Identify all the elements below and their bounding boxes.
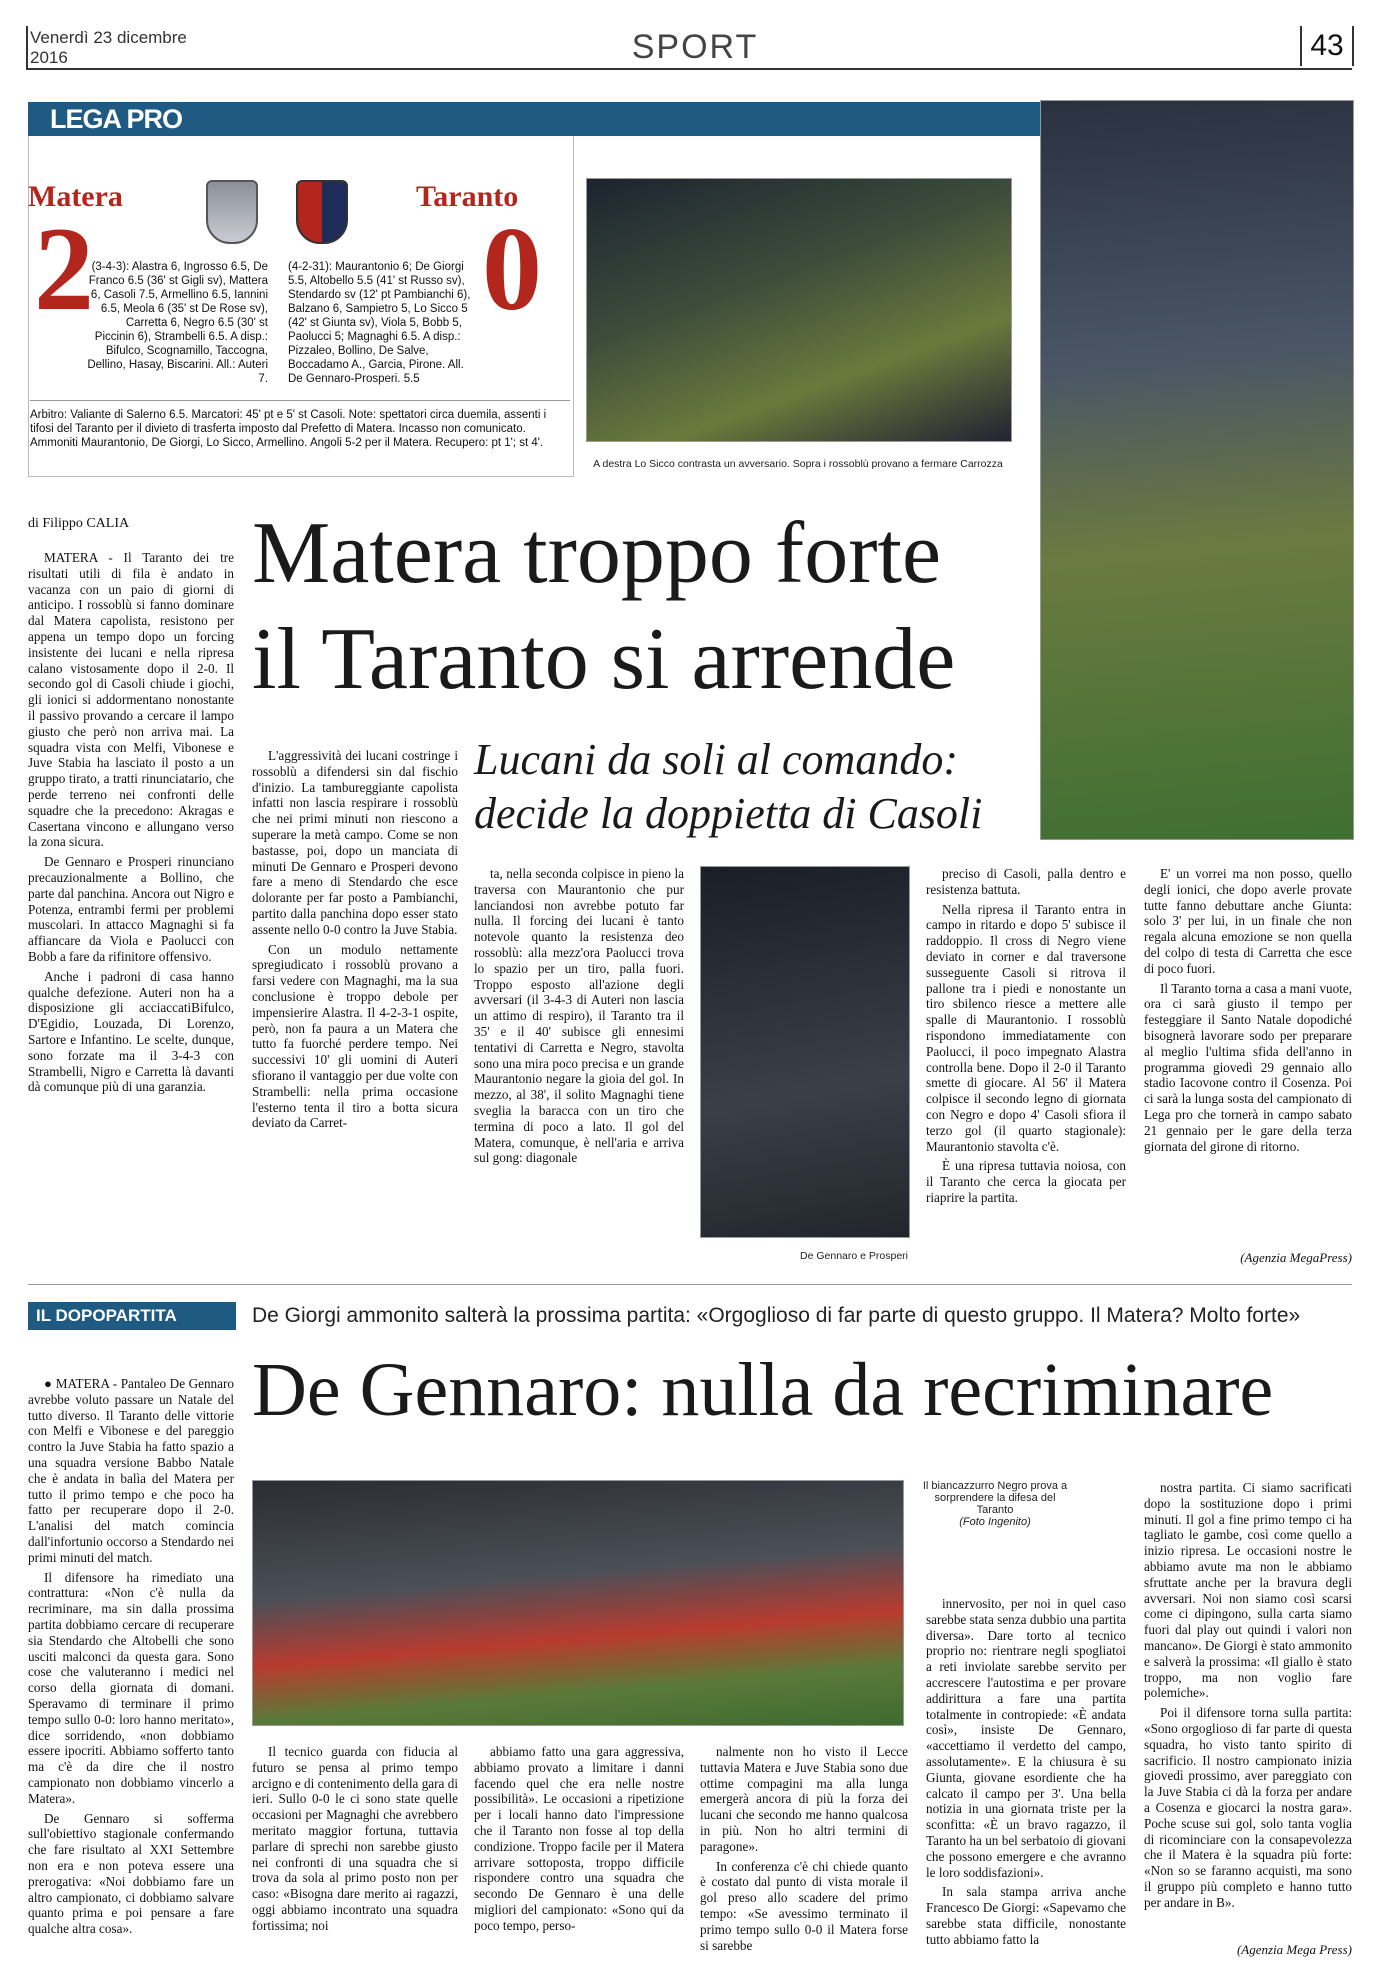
article-paragraph: È una ripresa tuttavia noiosa, con il Taranto che cerca la giocata per riaprire la partita. <box>926 1158 1126 1205</box>
matera-crest-icon <box>206 180 258 244</box>
negro-action-photo <box>252 1480 904 1726</box>
article-paragraph: nalmente non ho visto il Lecce tuttavia Matera e Juve Stabia sono due ottime compagini ma alla lunga emergerà ancora di più la forza dei lucani che secondo me hanno qualcosa in più. Non ho altri termini di paragone». <box>700 1744 908 1854</box>
second-strapline: De Giorgi ammonito salterà la prossima partita: «Orgoglioso di far parte di questo gruppo. Il Matera? Molto forte» <box>252 1304 1301 1327</box>
article-column-5 <box>1144 866 1352 1246</box>
section-divider <box>28 1284 1352 1285</box>
second-column-6 <box>1144 1480 1352 1938</box>
article-paragraph: Il tecnico guarda con fiducia al futuro se pensa al primo tempo arcigno e di contenimento della gara di ieri. Sullo 0-0 le ci sono state quelle occasioni per Magnaghi che avrebbero meritato maggior fortuna, tuttavia parlare di sprechi non sarebbe giusto nei confronti di una squadra che si trova da sola al primo posto non per caso: «Bisogna dare merito ai ragazzi, oggi abbiamo incontrato una squadra fortissima; noi <box>252 1744 458 1933</box>
article-paragraph: In sala stampa arriva anche Francesco De Giorgi: «Sapevamo che sarebbe stata difficile, nonostante tutto abbiamo fatto la <box>926 1884 1126 1947</box>
second-headline: De Gennaro: nulla da recriminare <box>252 1348 1274 1432</box>
article-signature: (Agenzia MegaPress) <box>1240 1250 1352 1265</box>
article-paragraph: ta, nella seconda colpisce in pieno la traversa con Maurantonio che pur lanciandosi non avrebbe potuto far nulla. Il forcing dei lucani è tanto notevole quanto la resistenza deo rossoblù: alla mezz'ora Paolucci trova lo spazio per un tiro, palla fuori. Troppo esposto all'azione degli avversari (il 3-4-3 di Auteri non lascia un attimo di respiro), il Taranto tra il 35' e il 40' subisce gli ennesimi tentativi di Carretta e Negro, stavolta sono una mira poco precisa e un grande Maurantonio negare la gioia del gol. In mezzo, al 38', il solito Magnaghi tiene sveglia la baracca con un tiro che termina di poco a lato. Il gol del Matera, comunque, è nell'aria e arriva sul gong: diagonale <box>474 866 684 1166</box>
second-column-3 <box>474 1744 684 1958</box>
scoreboard-divider <box>30 400 570 401</box>
match-photo-1 <box>586 178 1012 442</box>
second-article-signature: (Agenzia Mega Press) <box>1236 1942 1352 1957</box>
article-paragraph: De Gennaro e Prosperi rinunciano precauzionalmente a Bollino, che parte dal panchina. Ancora out Nigro e Potenza, entrambi fermi per problemi muscolari. In attacco Magnaghi si fa affiancare da Viola e Paolucci con Bobb a fare da rifinitore offensivo. <box>28 854 234 964</box>
article-paragraph: De Gennaro si sofferma sull'obiettivo stagionale confermando che fare risultato al XXI Settembre non era e non poteva essere una prerogativa: «Noi dobbiamo fare un altro campionato, ci dobbiamo salvare quanto prima e poi pensare a fare qualche altra cosa». <box>28 1810 234 1937</box>
article-paragraph: Il Taranto torna a casa a mani vuote, ora ci sarà giusto il tempo per festeggiare il Santo Natale dopodiché bisognerà lavorare sodo per preparare al meglio l'ultima sfida dell'anno in programma giovedì 29 gennaio allo stadio Iacovone contro il Cosenza. Poi ci sarà la lunga sosta del campionato di Lega pro che tornerà in campo sabato 21 gennaio per le gare della terza giornata del girone di ritorno. <box>1144 980 1352 1154</box>
match-notes: Arbitro: Valiante di Salerno 6.5. Marcatori: 45' pt e 5' st Casoli. Note: spettatori circa duemila, assenti i tifosi del Taranto per il divieto di trasferta imposto dal Prefetto di Matera. Incasso non comunicato. Ammoniti Maurantonio, De Giorgi, Lo Sicco, Armellino. Angoli 5-2 per il Matera. Recupero: pt 1'; st 4'. <box>30 409 547 449</box>
header-rule <box>26 68 1352 70</box>
section-label: LEGA PRO <box>50 104 183 134</box>
second-column-2 <box>252 1744 458 1958</box>
issue-date-year: 2016 <box>30 48 68 67</box>
article-paragraph: Poi il difensore torna sulla partita: «Sono orgoglioso di far parte di questa squadra, ho visto tanto spirito di sacrificio. Il nostro campionato inizia giovedì prossimo, aver pareggiato con la Juve Stabia ci dà la forza per andare a Cosenza e giocarci la nostra gara». Poche scuse sui gol, solo tanta voglia di ricominciare con la consapevolezza che il Matera è la squadra più forte: «Non so se faranno acquisti, ma sono il gruppo più completo e hanno tutto per andare in B». <box>1144 1705 1352 1910</box>
section-brand: SPORT <box>631 28 759 66</box>
header-divider <box>26 26 28 70</box>
home-score: 2 <box>34 202 94 335</box>
coaches-photo-caption: De Gennaro e Prosperi <box>800 1250 908 1262</box>
article-paragraph: E' un vorrei ma non posso, quello degli ionici, che dopo averle provate tutte fanno debuttare anche Giunta: solo 3' per lui, in un finale che non regala alcuna emozione se non quella del colpo di testa di Carretta che esce di poco fuori. <box>1144 866 1352 976</box>
article-paragraph: abbiamo fatto una gara aggressiva, abbiamo provato a limitare i danni facendo quel che era nelle nostre possibilità». Le occasioni a ripetizione per i locali hanno dato l'impressione che il Taranto non fosse al top della condizione. Troppo facile per il Matera arrivare sottoposta, troppo difficile rispondere contro una squadra che secondo De Gennaro è una delle migliori del campionato: «Sono qui da poco tempo, perso- <box>474 1744 684 1933</box>
negro-photo-caption <box>920 1480 1070 1528</box>
article-paragraph: innervosito, per noi in quel caso sarebbe stata senza dubbio una partita diversa». Dare torto al tecnico proprio no: rientrare negli spogliatoi a reti inviolate sarebbe servito per accrescere l'autostima e per provare addirittura a fare una partita totalmente in contropiede: «È andata così», insiste De Gennaro, «accettiamo il verdetto del campo, assolutamente». E la chiusura è su Giunta, giovane esordiente che ha calcato il campo per 3'. Una bella notizia in una giornata triste per la sconfitta: «È un bravo ragazzo, il Taranto ha un bel serbatoio di giovani che possono emergere e che avranno le loro soddisfazioni». <box>926 1596 1126 1880</box>
article-column-2 <box>252 748 458 1270</box>
article-paragraph: ● MATERA - Pantaleo De Gennaro avrebbe voluto passare un Natale del tutto diverso. Il Taranto delle vittorie con Melfi e Vibonese e del pareggio contro la Juve Stabia ha fatto spazio a una squadra versione Babbo Natale che è andata in balìa del Matera per tutto il primo tempo e che poco ha fatto per recuperare dopo il 2-0. L'analisi del match comincia dall'infortunio occorso a Stendardo nei primi minuti del match. <box>28 1376 234 1565</box>
issue-date <box>30 28 187 68</box>
article-paragraph: Anche i padroni di casa hanno qualche defezione. Auteri non ha a disposizione gli acciaccatiBifulco, D'Egidio, Louzada, Di Lorenzo, Sartore e Infantino. Le scelte, dunque, sono forzate ma il 3-4-3 con Strambelli, Nigro e Carretta là davanti dà comunque più di una garanzia. <box>28 968 234 1095</box>
article-paragraph: Il difensore ha rimediato una contrattura: «Non c'è nulla da recriminare, ma sin dalla prossima partita dobbiamo cercare di recuperare sia Stendardo che Altobelli che sono usciti malconci da questa gara. Sono cose che valuteranno i medici nel corso della giornata di domani. Speravamo di terminare il primo tempo sullo 0-0: loro hanno meritato», dice sorridendo, «non dobbiamo essere ipocriti. Abbiamo sofferto tanto ma c'è da dire che il nostro campionato non dobbiamo vincerlo a Matera». <box>28 1569 234 1806</box>
headline-line-2: il Taranto si arrende <box>252 611 956 708</box>
article-paragraph: MATERA - Il Taranto dei tre risultati utili di fila è andato in vacanza con un paio di giorni di anticipo. I rossoblù si fanno dominare dal Matera capolista, resistono per appena un tempo dopo un forcing insistente dei lucani e nella ripresa calano vistosamente dopo il 2-0. Il secondo gol di Casoli chiude i giochi, gli ionici si addormentano nonostante il passivo provando a cercare il lampo giusto che però non arriva mai. La squadra vista con Melfi, Vibonese e Juve Stabia ha lasciato il posto a un gruppo tirato, a tratti rinunciatario, che perde terreno nei confronti delle squadre che la precedono: Akragas e Casertana vincono e allungano verso la zona sicura. <box>28 550 234 850</box>
article-paragraph: Nella ripresa il Taranto entra in campo in ritardo e dopo 5' subisce il raddoppio. Il cross di Negro viene deviato in corner e dal traversone susseguente Casoli si ritrova il pallone tra i piedi e nonostante un tiro sbilenco riesce a mettere alle spalle di Maurantonio. I rossoblù rispondono immediatamente con Paolucci, il poco impegnato Alastra controlla bene. Dopo il 2-0 il Taranto smette di giocare. Al 56' il Matera colpisce il secondo legno di giornata con Negro e dopo 4' Casoli sfiora il terzo gol (il quarto stagionale): Maurantonio stavolta c'è. <box>926 901 1126 1154</box>
negro-photo-caption-text: Il biancazzurro Negro prova a sorprendere la difesa del Taranto <box>922 1480 1068 1516</box>
second-column-4 <box>700 1744 908 1958</box>
home-lineup: (3-4-3): Alastra 6, Ingrosso 6.5, De Franco 6.5 (36' st Gigli sv), Mattera 6, Casoli 7.5, Armellino 6.5, Iannini 6.5, Meola 6 (35' st De Rose sv), Carretta 6, Negro 6.5 (30' st Piccinin 6), Strambelli 6.5. A disp.: Bifulco, Scognamillo, Taccogna, Dellino, Hasay, Biscarini. All.: Auteri 7. <box>87 261 268 385</box>
subhead-line-2: decide la doppietta di Casoli <box>474 789 983 838</box>
issue-date-day: Venerdì 23 dicembre <box>30 28 187 47</box>
dopopartita-tag: IL DOPOPARTITA <box>28 1302 236 1330</box>
article-column-4 <box>926 866 1126 1270</box>
article-paragraph: Con un modulo nettamente spregiudicato i rossoblù provano a farsi vedere con Magnaghi, ma la sua conclusione è troppo debole per impensierire Alastra. Il 4-2-3-1 ospite, però, non fa paura a un Matera che tutto fa fuorché perdere tempo. Nei successivi 10' gli uomini di Auteri sfiorano il vantaggio per due volte con Strambelli: nella prima occasione l'esterno tenta il tiro a botta sicura deviato da Carret- <box>252 941 458 1131</box>
away-lineup: (4-2-31): Maurantonio 6; De Giorgi 5.5, Altobello 5.5 (41' st Russo sv), Stendardo sv (12' pt Pambianchi 6), Balzano 6, Sampietro 5, Lo Sicco 5 (42' st Giunta sv), Viola 5, Bobb 5, Paolucci 5; Magnaghi 6.5. A disp.: Pizzaleo, Bollino, De Salve, Boccadamo A., Garcia, Pirone. All. De Gennaro-Prosperi. 5.5 <box>288 261 471 385</box>
away-team-name: Taranto <box>416 180 519 213</box>
coaches-photo <box>700 866 910 1238</box>
article-column-1 <box>28 550 234 1270</box>
photo-credit: (Foto Ingenito) <box>959 1516 1031 1528</box>
headline-line-1: Matera troppo forte <box>252 505 942 602</box>
second-column-5 <box>926 1596 1126 1958</box>
taranto-crest-icon <box>296 180 348 244</box>
article-paragraph: preciso di Casoli, palla dentro e resistenza battuta. <box>926 866 1126 897</box>
section-banner <box>28 102 1041 136</box>
match-photo-2 <box>1040 100 1354 840</box>
article-column-3 <box>474 866 684 1270</box>
article-paragraph: L'aggressività dei lucani costringe i rossoblù a difendersi sin dal fischio d'inizio. La tambureggiante capolista infatti non lascia respirare i rossoblù che nei primi minuti non riescono a superare la metà campo. Come se non bastasse, poi, dopo un manciata di minuti De Gennaro e Prosperi devono fare a meno di Stendardo che esce dolorante per far posto a Pambianchi, partito dalla panchina dopo esser stato assente nello 0-0 contro la Juve Stabia. <box>252 748 458 937</box>
page-number: 43 <box>1300 26 1354 66</box>
article-paragraph: In conferenza c'è chi chiede quanto è costato dal punto di vista morale il gol preso allo scadere del primo tempo: «Se avessimo terminato il primo tempo sullo 0-0 il Matera forse si sarebbe <box>700 1858 908 1953</box>
second-column-1 <box>28 1376 234 1956</box>
article-paragraph: nostra partita. Ci siamo sacrificati dopo la sostituzione dopo i primi minuti. Il gol a fine primo tempo ci ha tagliato le gambe, così come quello a inizio ripresa. Le occasioni nostre le abbiamo avute ma non le abbiamo sfruttate anche per la bravura degli avversari. Noi non siamo così scarsi come ci dipingono, sulla carta siamo fuori dal play out quindi i valori non mancano». De Giorgi è stato ammonito e salverà la prossima: «Il giallo è stato troppo, ma non voglio fare polemiche». <box>1144 1480 1352 1701</box>
away-score: 0 <box>482 202 542 335</box>
byline: di Filippo CALIA <box>28 516 130 531</box>
match-photo-1-caption: A destra Lo Sicco contrasta un avversario. Sopra i rossoblù provano a fermare Carrozza <box>593 458 1003 470</box>
home-team-name: Matera <box>28 180 123 213</box>
subhead-line-1: Lucani da soli al comando: <box>474 735 958 784</box>
